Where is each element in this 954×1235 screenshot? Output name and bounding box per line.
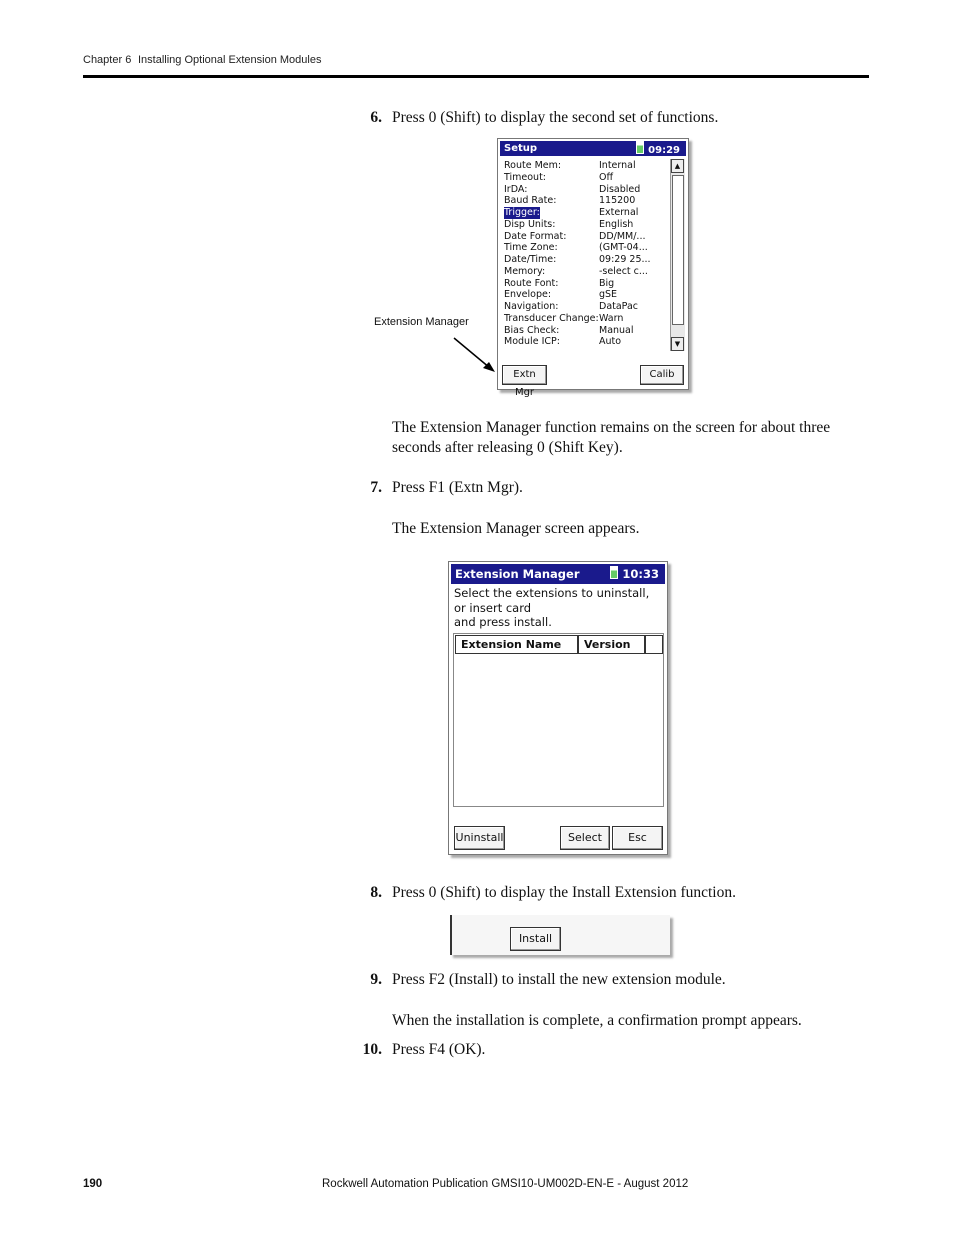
uninstall-button[interactable]: Uninstall xyxy=(454,826,505,850)
setup-row-label[interactable]: IrDA: xyxy=(504,183,528,195)
setup-row-label[interactable]: Navigation: xyxy=(504,301,559,312)
message-line: or insert card xyxy=(454,600,532,615)
step-number: 10. xyxy=(362,1041,382,1058)
setup-row-label[interactable]: Disp Units: xyxy=(504,218,556,230)
step-number: 8. xyxy=(370,884,382,901)
setup-row-value: -select c... xyxy=(599,265,648,277)
setup-row-label[interactable]: Envelope: xyxy=(504,289,552,301)
chapter-label: Chapter 6 xyxy=(83,54,132,66)
step-number: 7. xyxy=(370,479,382,496)
paragraph: When the installation is complete, a confirmation prompt appears. xyxy=(392,1012,802,1029)
setup-row-value: (GMT-04... xyxy=(599,242,648,254)
clock xyxy=(610,564,659,584)
time-label: 09:29 xyxy=(648,145,680,156)
scrollbar[interactable] xyxy=(670,159,685,351)
paragraph: The Extension Manager screen appears. xyxy=(392,520,640,537)
setup-row-label[interactable]: Baud Rate: xyxy=(504,195,557,207)
setup-row-value: Off xyxy=(599,171,614,183)
setup-row-label[interactable]: Bias Check: xyxy=(504,324,560,336)
setup-row-label[interactable]: Timeout: xyxy=(504,171,547,183)
scroll-up-icon[interactable]: ▲ xyxy=(671,159,684,173)
column-spacer xyxy=(645,635,663,654)
setup-row-value: Auto xyxy=(599,336,622,348)
setup-row-value: DD/MM/... xyxy=(599,230,646,242)
step-text: Press F4 (OK). xyxy=(392,1041,486,1058)
setup-row-label[interactable]: Date/Time: xyxy=(504,254,557,265)
setup-row-value: External xyxy=(599,207,639,218)
esc-button[interactable]: Esc xyxy=(612,826,663,850)
setup-row-value: English xyxy=(599,218,634,230)
header-rule xyxy=(83,75,869,78)
paragraph: The Extension Manager function remains on the screen for about three seconds after releasing 0 (Shift Key). xyxy=(392,419,831,456)
callout-label: Extension Manager xyxy=(374,316,469,328)
scroll-down-icon[interactable]: ▼ xyxy=(671,337,684,351)
setup-row-label[interactable]: Route Font: xyxy=(504,277,559,289)
step-text: Press F2 (Install) to install the new extension module. xyxy=(392,971,726,988)
chapter-title: Installing Optional Extension Modules xyxy=(138,54,322,66)
battery-icon xyxy=(636,141,644,154)
step-number: 9. xyxy=(370,971,382,988)
clock xyxy=(636,141,680,158)
step-text: Press F1 (Extn Mgr). xyxy=(392,479,523,496)
setup-row-label[interactable]: Memory: xyxy=(504,265,546,277)
step-text: Press 0 (Shift) to display the second set of functions. xyxy=(392,109,719,126)
page-number: 190 xyxy=(83,1178,103,1190)
column-version[interactable]: Version xyxy=(578,635,645,654)
battery-icon xyxy=(610,566,618,579)
setup-row-label[interactable]: Route Mem: xyxy=(504,160,562,171)
time-label: 10:33 xyxy=(622,567,659,581)
column-extension-name[interactable]: Extension Name xyxy=(455,635,578,654)
setup-row-label[interactable]: Date Format: xyxy=(504,230,567,242)
setup-row-value: DataPac xyxy=(599,301,639,312)
calib-button[interactable]: Calib xyxy=(640,365,684,385)
setup-row-label[interactable]: Trigger: xyxy=(504,207,540,218)
install-button[interactable]: Install xyxy=(510,927,561,951)
step-text: Press 0 (Shift) to display the Install Extension function. xyxy=(392,884,736,901)
extension-list[interactable] xyxy=(453,633,664,807)
select-button[interactable]: Select xyxy=(560,826,610,850)
ext-title: Extension Manager xyxy=(455,567,580,581)
setup-row-value: 115200 xyxy=(599,195,636,207)
setup-row-value: Manual xyxy=(599,324,634,336)
setup-row-value: Big xyxy=(599,277,615,289)
setup-row-value: 09:29 25... xyxy=(599,254,651,265)
publication-info: Rockwell Automation Publication GMSI10-UM002D-EN-E - August 2012 xyxy=(322,1178,689,1190)
step-number: 6. xyxy=(370,109,382,126)
ext-message xyxy=(454,586,649,630)
extn-mgr-button[interactable]: Extn Mgr xyxy=(502,365,547,385)
message-line: and press install. xyxy=(454,615,552,629)
ext-titlebar xyxy=(451,564,665,584)
setup-row-value: Internal xyxy=(599,160,636,171)
scroll-thumb[interactable] xyxy=(672,175,684,325)
install-bar xyxy=(450,915,670,955)
setup-titlebar xyxy=(500,141,686,156)
setup-row-label[interactable]: Module ICP: xyxy=(504,336,560,348)
setup-row-label[interactable]: Transducer Change: xyxy=(504,312,599,324)
setup-row-label[interactable]: Time Zone: xyxy=(504,242,558,254)
setup-row-value: Warn xyxy=(599,312,624,324)
setup-row-value: Disabled xyxy=(599,183,641,195)
setup-title: Setup xyxy=(504,143,538,154)
setup-screen xyxy=(497,138,689,398)
message-line: Select the extensions to uninstall, xyxy=(454,586,650,600)
extension-manager-screen xyxy=(448,561,668,855)
setup-row-value: gSE xyxy=(599,289,618,301)
callout-arrow-icon xyxy=(450,335,498,375)
